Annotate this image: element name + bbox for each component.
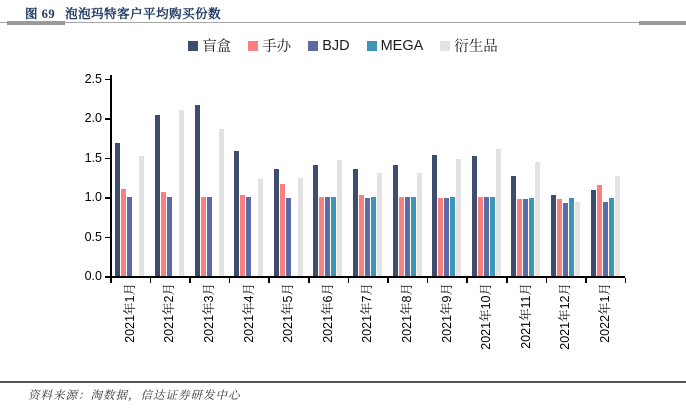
figure-title-text: 泡泡玛特客户平均购买份数 [65,7,222,21]
bar-手办 [517,199,522,276]
y-axis-tick-label: 0.0 [84,269,102,283]
legend-label: 盲盒 [202,39,232,55]
bar-衍生品 [575,202,580,276]
bar-手办 [280,184,285,276]
bar-MEGA [609,198,614,276]
y-axis-tick-label: 0.5 [84,229,102,244]
x-axis-tick [546,278,548,283]
bar-盲盒 [591,190,596,276]
x-axis-category-label: 2022年1月 [598,283,612,343]
bar-手办 [121,189,126,276]
bar-BJD [484,197,489,276]
y-axis-tick-label: 1.0 [84,190,102,204]
x-axis-category-label: 2021年12月 [558,283,573,350]
x-axis-category-label: 2021年7月 [360,283,375,343]
bar-衍生品 [417,173,422,276]
bar-盲盒 [472,156,477,276]
legend-label: BJD [322,37,350,54]
y-axis-tick-label: 2.0 [84,111,102,125]
bar-衍生品 [377,173,382,276]
legend-label: MEGA [380,37,424,54]
bar-盲盒 [155,115,160,276]
y-axis-tick [105,79,110,81]
bar-手办 [319,197,324,276]
bar-手办 [438,198,443,276]
x-axis-category-label: 2021年2月 [162,283,177,343]
x-axis-category-label: 2021年5月 [281,283,296,343]
x-axis-category-label: 2021年4月 [241,283,256,343]
x-axis-category-label: 2021年8月 [400,283,414,343]
x-axis-category-label: 2021年3月 [202,283,216,343]
y-axis-tick-label: 1.5 [84,150,102,165]
bar-盲盒 [313,165,318,276]
x-axis-tick [427,278,429,283]
figure-number: 图 69 [25,7,56,21]
bar-手办 [161,192,166,276]
bar-衍生品 [615,176,620,276]
bar-手办 [557,199,562,276]
x-axis-category-label: 2021年9月 [439,283,454,343]
x-axis-tick [585,278,587,283]
x-axis-tick [189,278,191,283]
bar-MEGA [331,197,336,276]
bar-BJD [325,197,330,276]
y-axis-tick [105,118,110,120]
x-axis-tick [506,278,508,283]
bar-BJD [444,198,449,276]
x-axis-category-label: 2021年11月 [518,283,533,349]
bar-MEGA [529,198,534,276]
x-axis-tick [466,278,468,283]
bar-衍生品 [258,179,263,276]
x-axis-tick [387,278,389,283]
bar-衍生品 [535,162,540,276]
y-axis-tick-label: 2.5 [84,71,102,86]
x-axis-tick [348,278,350,283]
footer-divider [0,381,686,383]
bar-BJD [523,199,528,276]
bar-BJD [286,198,291,276]
bar-盲盒 [551,195,556,276]
bar-手办 [359,195,364,276]
bar-BJD [365,198,370,276]
bar-盲盒 [511,176,516,276]
y-axis-tick [105,197,110,199]
bar-BJD [563,203,568,276]
x-axis-category-label: 2021年6月 [320,283,335,343]
source-note: 资料来源：淘数据，信达证券研发中心 [28,390,241,402]
legend-label: 衍生品 [454,39,498,55]
bar-衍生品 [456,159,461,276]
y-axis [110,75,112,278]
bar-衍生品 [139,156,144,276]
x-axis-category-label: 2021年10月 [479,283,494,350]
bar-衍生品 [337,160,342,276]
bar-MEGA [411,197,416,276]
legend-label: 手办 [262,39,292,55]
bar-手办 [478,197,483,276]
bar-盲盒 [115,143,120,276]
bar-盲盒 [393,165,398,276]
x-axis-tick [150,278,152,283]
bar-盲盒 [353,169,358,276]
bar-MEGA [450,197,455,276]
bar-手办 [597,185,602,276]
x-axis-tick [110,278,112,283]
bar-盲盒 [195,105,200,276]
bar-手办 [201,197,206,276]
bar-BJD [127,197,132,276]
bar-衍生品 [298,178,303,276]
bar-盲盒 [432,155,437,276]
bar-衍生品 [496,149,501,276]
bar-BJD [246,197,251,276]
bar-BJD [207,197,212,276]
x-axis-tick [229,278,231,283]
bar-衍生品 [219,129,224,276]
x-axis-tick [308,278,310,283]
bar-BJD [405,197,410,276]
bar-MEGA [569,198,574,276]
bar-BJD [167,197,172,276]
y-axis-tick [105,237,110,239]
bar-手办 [399,197,404,276]
y-axis-tick [105,158,110,160]
bar-手办 [240,195,245,276]
x-axis-category-label: 2021年1月 [122,283,137,343]
x-axis-tick [268,278,270,283]
x-axis-tick [625,278,627,283]
bar-BJD [603,202,608,276]
bar-MEGA [490,197,495,276]
bar-盲盒 [274,169,279,276]
bar-盲盒 [234,151,239,276]
bar-MEGA [371,197,376,276]
bar-衍生品 [179,110,184,276]
